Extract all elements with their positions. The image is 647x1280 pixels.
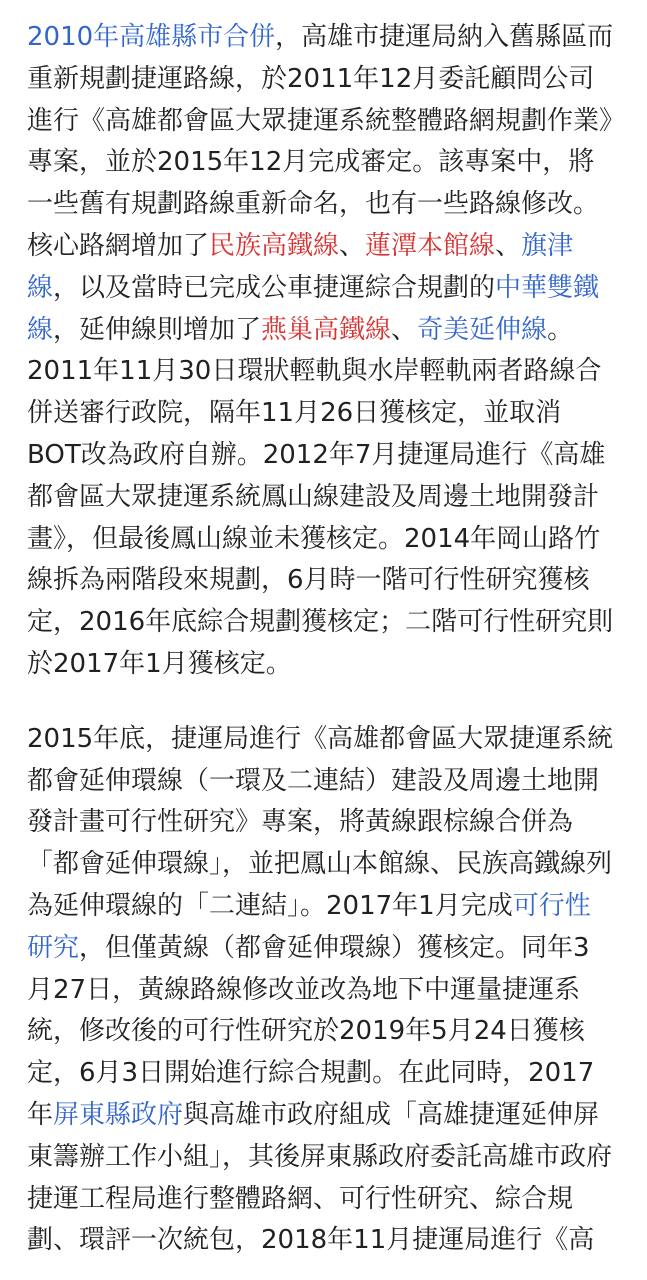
text-line bbox=[27, 184, 627, 226]
text-line bbox=[27, 142, 627, 184]
paragraph-2 bbox=[27, 719, 627, 1262]
text-line bbox=[27, 393, 627, 435]
text-line bbox=[27, 310, 627, 352]
text-line bbox=[27, 519, 627, 561]
text-run: 。 bbox=[547, 314, 574, 345]
text-run: 專案，並於2015年12月完成審定。該專案中，將 bbox=[27, 147, 595, 178]
article-body bbox=[27, 0, 627, 1262]
text-run: 、 bbox=[391, 314, 418, 345]
text-run: ，但僅黃線（都會延伸環線）獲核定。同年3 bbox=[79, 932, 590, 963]
text-line bbox=[27, 719, 627, 761]
text-line bbox=[27, 1095, 627, 1137]
text-line bbox=[27, 351, 627, 393]
text-run: 2015年底，捷運局進行《高雄都會區大眾捷運系統 bbox=[27, 723, 614, 754]
text-run: 月27日，黃線路線修改並改為地下中運量捷運系 bbox=[27, 974, 581, 1005]
redlink[interactable]: 燕巢高鐵線 bbox=[261, 314, 392, 345]
text-run: 於2017年1月獲核定。 bbox=[27, 648, 292, 679]
text-line bbox=[27, 1220, 627, 1262]
text-run: 、 bbox=[495, 230, 522, 261]
text-line bbox=[27, 886, 627, 928]
wiki-link[interactable]: 2010年高雄縣市合併 bbox=[27, 22, 276, 52]
text-run: ，以及當時已完成公車捷運綜合規劃的 bbox=[53, 272, 496, 303]
text-run: 畫》，但最後鳳山線並未獲核定。2014年岡山路竹 bbox=[27, 523, 601, 554]
text-run: 與高雄市政府組成「高雄捷運延伸屏 bbox=[183, 1099, 600, 1130]
text-line bbox=[27, 1179, 627, 1221]
wiki-link[interactable]: 研究 bbox=[27, 932, 80, 963]
text-run: 線拆為兩階段來規劃，6月時一階可行性研究獲核 bbox=[27, 565, 590, 596]
wiki-link[interactable]: 線 bbox=[27, 272, 54, 303]
wiki-link[interactable]: 奇美延伸線 bbox=[417, 314, 548, 345]
text-run: 定，2016年底綜合規劃獲核定；二階可行性研究則 bbox=[27, 607, 614, 638]
text-run: 2011年11月30日環狀輕軌與水岸輕軌兩者路線合 bbox=[27, 356, 602, 387]
text-run: ，高雄市捷運局納入舊縣區而 bbox=[275, 22, 614, 52]
text-run: 統，修改後的可行性研究於2019年5月24日獲核 bbox=[27, 1016, 585, 1047]
text-run: 都會區大眾捷運系統鳳山線建設及周邊土地開發計 bbox=[27, 481, 600, 512]
paragraph-1 bbox=[27, 17, 627, 686]
text-line bbox=[27, 59, 627, 101]
text-run: ，延伸線則增加了 bbox=[53, 314, 262, 345]
text-run: BOT改為政府自辦。2012年7月捷運局進行《高雄 bbox=[27, 439, 606, 470]
wiki-link[interactable]: 屏東縣政府 bbox=[53, 1099, 184, 1130]
text-line bbox=[27, 1053, 627, 1095]
text-run: 進行《高雄都會區大眾捷運系統整體路網規劃作業》 bbox=[27, 105, 626, 136]
text-run: 一些舊有規劃路線重新命名，也有一些路線修改。 bbox=[27, 189, 600, 220]
text-line bbox=[27, 226, 627, 268]
text-line bbox=[27, 602, 627, 644]
text-run: 併送審行政院，隔年11月26日獲核定，並取消 bbox=[27, 398, 562, 429]
text-line bbox=[27, 435, 627, 477]
wiki-link[interactable]: 中華雙鐵 bbox=[495, 272, 600, 303]
wiki-link[interactable]: 線 bbox=[27, 314, 54, 345]
text-line bbox=[27, 844, 627, 886]
text-run: 核心路網增加了 bbox=[27, 230, 210, 261]
text-line bbox=[27, 1011, 627, 1053]
text-run: 劃、環評一次統包，2018年11月捷運局進行《高 bbox=[27, 1225, 595, 1256]
text-run: 「都會延伸環線」，並把鳳山本館線、民族高鐵線列 bbox=[27, 849, 613, 880]
text-run: 發計畫可行性研究》專案，將黃線跟棕線合併為 bbox=[27, 807, 574, 838]
text-run: 、 bbox=[339, 230, 366, 261]
text-run: 為延伸環線的「二連結」。2017年1月完成 bbox=[27, 890, 513, 921]
redlink[interactable]: 蓮潭本館線 bbox=[365, 230, 496, 261]
text-run: 東籌辦工作小組」，其後屏東縣政府委託高雄市政府 bbox=[27, 1141, 613, 1172]
text-run: 定，6月3日開始進行綜合規劃。在此同時，2017 bbox=[27, 1058, 595, 1089]
redlink[interactable]: 民族高鐵線 bbox=[209, 230, 340, 261]
text-run: 都會延伸環線（一環及二連結）建設及周邊土地開 bbox=[27, 765, 600, 796]
wiki-link[interactable]: 可行性 bbox=[512, 890, 591, 921]
wiki-link[interactable]: 旗津 bbox=[521, 230, 574, 261]
clipped-top-line bbox=[27, 0, 627, 10]
text-line bbox=[27, 802, 627, 844]
text-line bbox=[27, 644, 627, 686]
text-run: 重新規劃捷運路線，於2011年12月委託顧問公司 bbox=[27, 63, 595, 94]
text-line bbox=[27, 970, 627, 1012]
text-line bbox=[27, 101, 627, 143]
text-run: 捷運工程局進行整體路網、可行性研究、綜合規 bbox=[27, 1183, 574, 1214]
text-line bbox=[27, 268, 627, 310]
text-line bbox=[27, 17, 627, 59]
text-run: 年 bbox=[27, 1099, 54, 1130]
text-line bbox=[27, 477, 627, 519]
text-line bbox=[27, 560, 627, 602]
text-line bbox=[27, 1137, 627, 1179]
text-line bbox=[27, 761, 627, 803]
text-line bbox=[27, 928, 627, 970]
